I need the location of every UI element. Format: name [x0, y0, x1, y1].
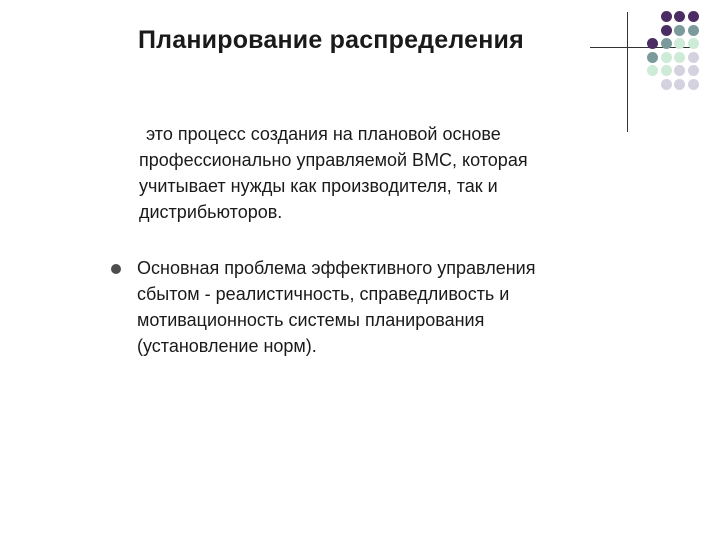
- decorative-dot: [647, 65, 658, 76]
- title-rule-horizontal: [590, 47, 690, 48]
- bullet-line: Основная проблема эффективного управления: [137, 258, 536, 278]
- definition-line: дистрибьюторов.: [139, 202, 283, 222]
- decorative-dot: [647, 52, 658, 63]
- definition-line: профессионально управляемой ВМС, которая: [139, 150, 528, 170]
- decorative-dot: [688, 11, 699, 22]
- decorative-dot: [688, 52, 699, 63]
- decorative-dot: [661, 11, 672, 22]
- bullet-text: [137, 255, 617, 359]
- title-rule-vertical: [627, 12, 628, 132]
- decorative-dot: [688, 25, 699, 36]
- slide-title: Планирование распределения: [138, 26, 524, 54]
- decorative-dot: [674, 11, 685, 22]
- bullet-line: (установление норм).: [137, 336, 317, 356]
- definition-line: учитывает нужды как производителя, так и: [139, 176, 498, 196]
- decorative-dot: [674, 52, 685, 63]
- decorative-dot: [688, 79, 699, 90]
- bullet-line: мотивационность системы планирования: [137, 310, 485, 330]
- definition-line: это процесс создания на плановой основе: [146, 124, 501, 144]
- bullet-line: сбытом - реалистичность, справедливость и: [137, 284, 510, 304]
- decorative-dot: [674, 79, 685, 90]
- decorative-dot: [674, 25, 685, 36]
- definition-paragraph: [139, 121, 609, 225]
- bullet-dot-icon: [111, 264, 121, 274]
- decorative-dot: [674, 65, 685, 76]
- decorative-dot: [661, 52, 672, 63]
- decorative-dot: [688, 65, 699, 76]
- decorative-dot: [661, 65, 672, 76]
- decorative-dot: [661, 25, 672, 36]
- decorative-dot: [661, 79, 672, 90]
